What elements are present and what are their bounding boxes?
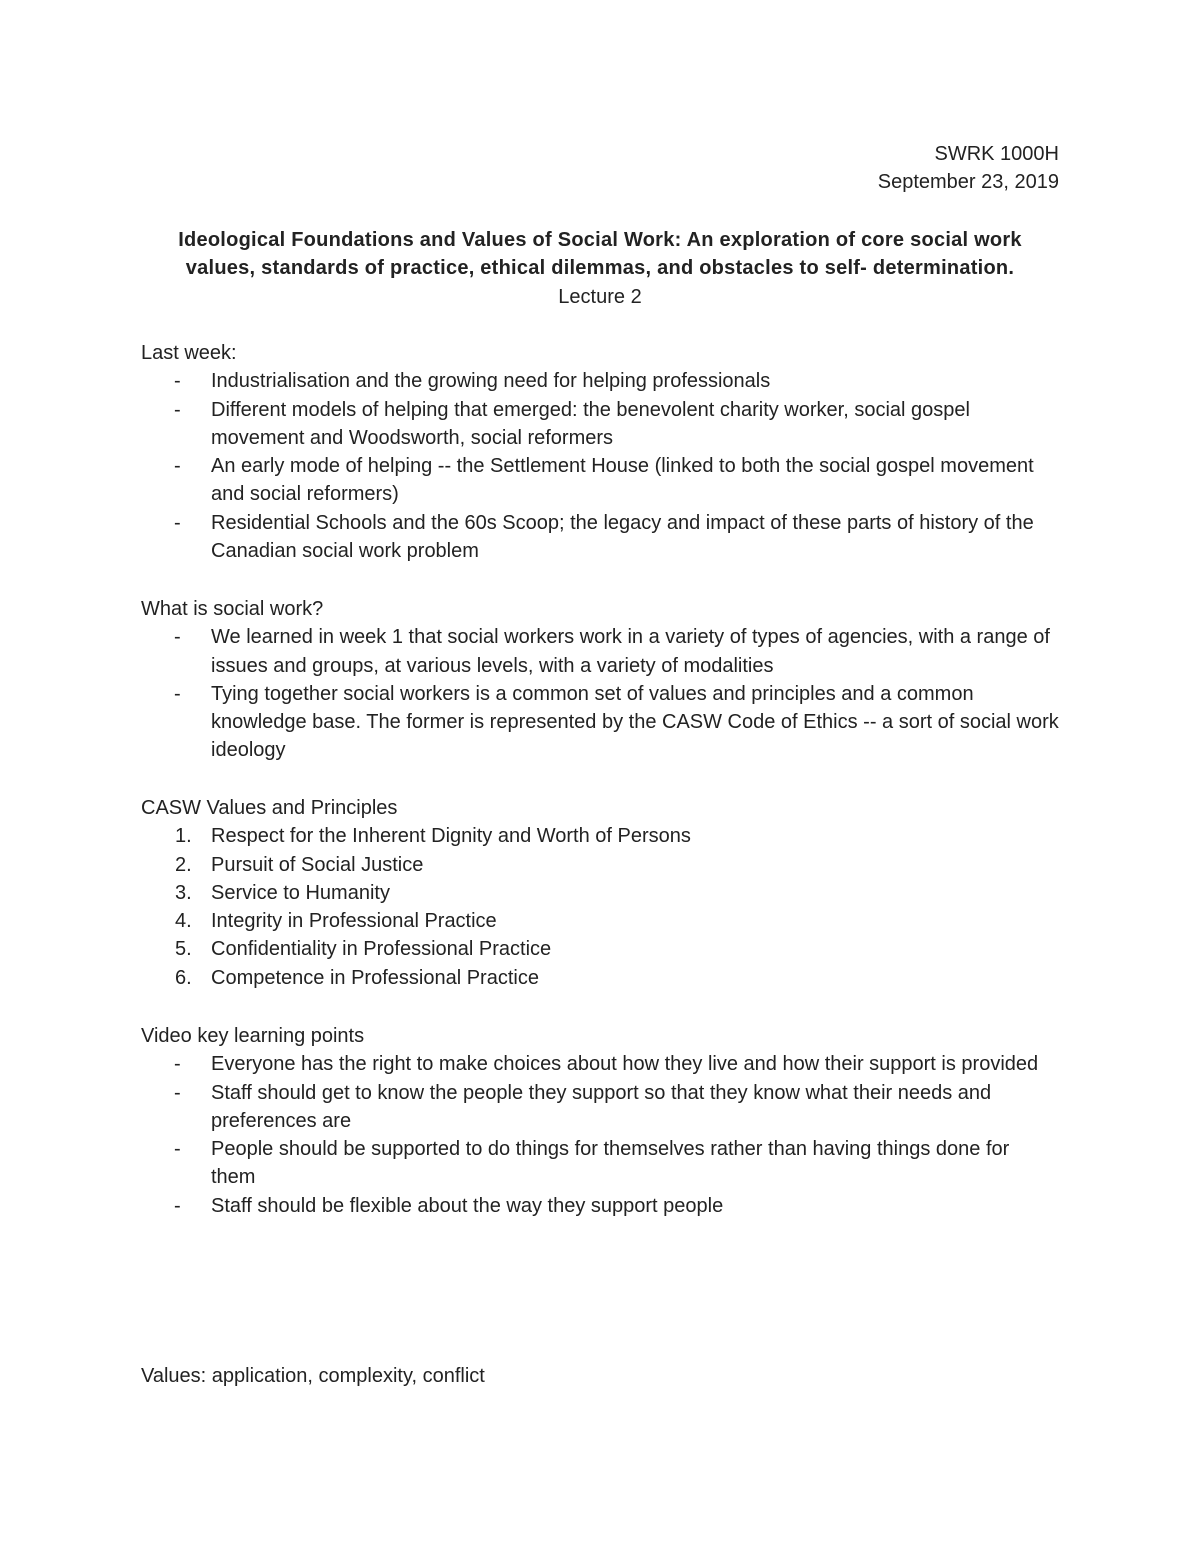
list-item-text: Everyone has the right to make choices about how they live and how their support is provided [211,1053,1039,1076]
list-item-text: Staff should get to know the people they support so that they know what their needs and preferences are [211,1081,992,1132]
title-line-1: Ideological Foundations and Values of Social Work: An exploration of core social work [178,229,1022,251]
list-item-text: Competence in Professional Practice [211,966,539,989]
closing-line: Values: application, complexity, conflict [141,1365,485,1387]
list-number: 1. [175,825,192,848]
list-item [141,396,1059,453]
list-number: 2. [175,853,192,876]
dash-marker: - [174,1053,181,1076]
list-item-text: Confidentiality in Professional Practice [211,938,552,961]
dash-marker: - [174,370,181,393]
bullet-list [141,623,1059,764]
title-line-2: values, standards of practice, ethical dilemmas, and obstacles to self- determination. [185,257,1015,280]
dash-marker: - [174,682,181,705]
course-code: SWRK 1000H [934,143,1059,165]
section-last-week [141,339,1059,565]
list-item [141,680,1059,765]
list-item-text: Residential Schools and the 60s Scoop; the legacy and impact of these parts of history of the Canadian social work problem [211,511,1034,563]
section-heading: What is social work? [141,598,324,620]
list-item-text: People should be supported to do things for themselves rather than having things done for them [211,1138,1010,1189]
list-item [141,1135,1059,1192]
header-info [878,140,1059,197]
list-item [141,879,1059,907]
list-item [141,1050,1059,1078]
list-item [141,851,1059,879]
section-video-key-points [141,1022,1059,1220]
list-item [141,964,1059,992]
list-item-text: We learned in week 1 that social workers work in a variety of types of agencies, with a range of issues and groups, at various levels, with a variety of modalities [211,626,1050,677]
list-item-text: Staff should be flexible about the way they support people [211,1194,724,1217]
list-item [141,452,1059,509]
list-item-text: An early mode of helping -- the Settlement House (linked to both the social gospel movement and social reformers) [211,455,1034,506]
section-heading: Last week: [141,342,237,364]
dash-marker: - [174,455,181,478]
document-title [141,226,1059,283]
bullet-list [141,367,1059,565]
dash-marker: - [174,398,181,421]
list-item-text: Pursuit of Social Justice [211,853,424,876]
dash-marker: - [174,1138,181,1161]
list-item-text: Respect for the Inherent Dignity and Worth of Persons [211,825,691,848]
section-what-is-social-work [141,595,1059,765]
dash-marker: - [174,511,181,534]
list-number: 4. [175,910,192,933]
list-item-text: Tying together social workers is a common set of values and principles and a common knowledge base. The former is represented by the CASW Code of Ethics -- a sort of social work ideology [211,682,1059,762]
lecture-label: Lecture 2 [558,285,642,308]
list-item [141,935,1059,963]
list-item-text: Different models of helping that emerged: the benevolent charity worker, social gospel movement and Woodsworth, social reformers [211,398,970,449]
list-item [141,1192,1059,1220]
list-number: 5. [175,938,192,961]
title-block [141,226,1059,311]
list-item [141,822,1059,850]
bullet-list [141,1050,1059,1220]
list-item [141,367,1059,395]
list-item [141,623,1059,680]
list-number: 3. [175,881,192,904]
section-casw-values [141,794,1059,992]
section-heading: CASW Values and Principles [141,797,398,819]
list-item-text: Industrialisation and the growing need for helping professionals [211,370,771,393]
list-number: 6. [175,966,192,989]
dash-marker: - [174,1194,181,1217]
dash-marker: - [174,1081,181,1104]
list-item-text: Service to Humanity [211,881,390,904]
numbered-list [141,822,1059,992]
section-heading: Video key learning points [141,1025,365,1047]
dash-marker: - [174,626,181,649]
list-item [141,907,1059,935]
list-item-text: Integrity in Professional Practice [211,910,497,933]
document-date: September 23, 2019 [877,171,1059,194]
list-item [141,1079,1059,1136]
list-item [141,509,1059,566]
